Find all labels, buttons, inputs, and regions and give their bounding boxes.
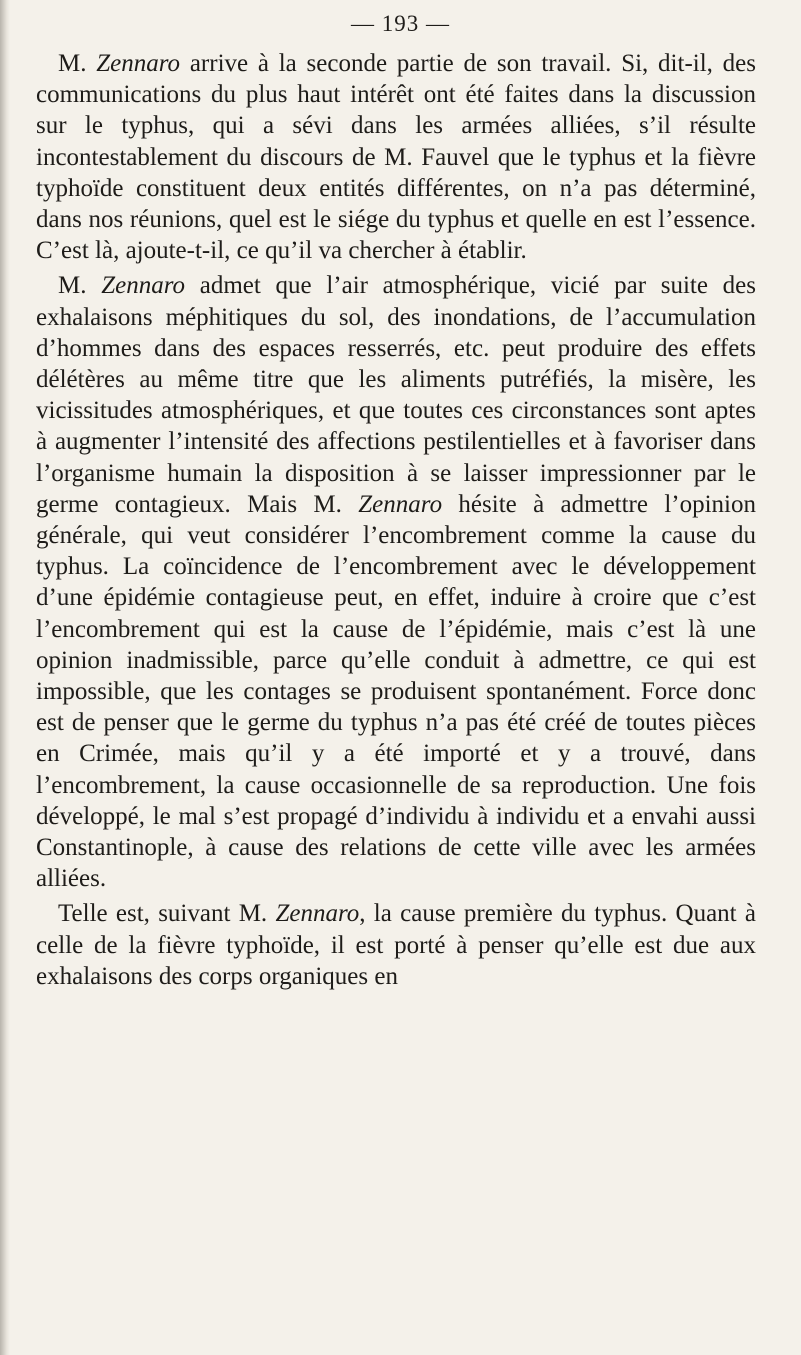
paragraph-1: [36, 48, 756, 266]
author-name-italic: Zennaro: [96, 50, 181, 77]
text-segment: M.: [58, 50, 97, 77]
author-name-italic: Zennaro: [101, 272, 186, 300]
text-segment: , la cause première du typhus. Quant à celle de la fièvre typhoïde, il est porté à penser qu’elle est due aux exhalaisons des corps organiques en: [36, 900, 756, 990]
text-segment: Telle est, suivant M.: [58, 900, 276, 928]
author-name-italic: Zennaro: [358, 490, 443, 518]
text-segment: hésite à admettre l’opinion générale, qui veut considérer l’encombrement comme la cause du typhus. La coïncidence de l’encombrement avec le développement d’une épidémie contagieuse peut, en effet, induire à croire que c’est l’encombrement qui est la cause de l’épidémie, mais c’est là une opinion inadmissible, parce qu’elle conduit à admettre, ce qui est impossible, que les contages se produisent spontanément. Force donc est de penser que le germe du typhus n’a pas été créé de toutes pièces en Crimée, mais qu’il y a été importé et y a trouvé, dans l’encombrement, la cause occasionnelle de sa reproduction. Une fois développé, le mal s’est propagé d’individu à individu et a envahi aussi Constantinople, à cause des relations de cette ville avec les armées alliées.: [36, 490, 756, 893]
text-segment: admet que l’air atmosphérique, vicié par suite des exhalaisons méphitiques du sol, des inondations, de l’accumulation d’hommes dans des espaces resserrés, etc. peut produire des effets délétères au même titre que les aliments putréfiés, la misère, les vicissitudes atmosphériques, et que toutes ces circonstances sont aptes à augmenter l’intensité des affections pestilentielles et à favoriser dans l’organisme humain la disposition à se laisser impressionner par le germe contagieux. Mais M.: [36, 272, 757, 518]
text-segment: arrive à la seconde partie de son travail. Si, dit-il, des communications du plus haut intérêt ont été faites dans la discussion sur le typhus, qui a sévi dans les armées alliées, s’il résulte incontestablement du discours de M. Fauvel que le typhus et la fièvre typhoïde constituent deux entités différentes, on n’a pas déterminé, dans nos réunions, quel est le siége du typhus et quelle en est l’essence. C’est là, ajoute-t-il, ce qu’il va chercher à établir.: [36, 50, 756, 265]
text-segment: M.: [58, 272, 102, 300]
page-edge-shadow: [0, 0, 10, 1355]
page-number: — 193 —: [351, 11, 450, 36]
body-text: [36, 48, 756, 992]
paragraph-3: [36, 898, 756, 992]
author-name-italic: Zennaro: [275, 900, 360, 928]
paragraph-2: [36, 270, 756, 894]
